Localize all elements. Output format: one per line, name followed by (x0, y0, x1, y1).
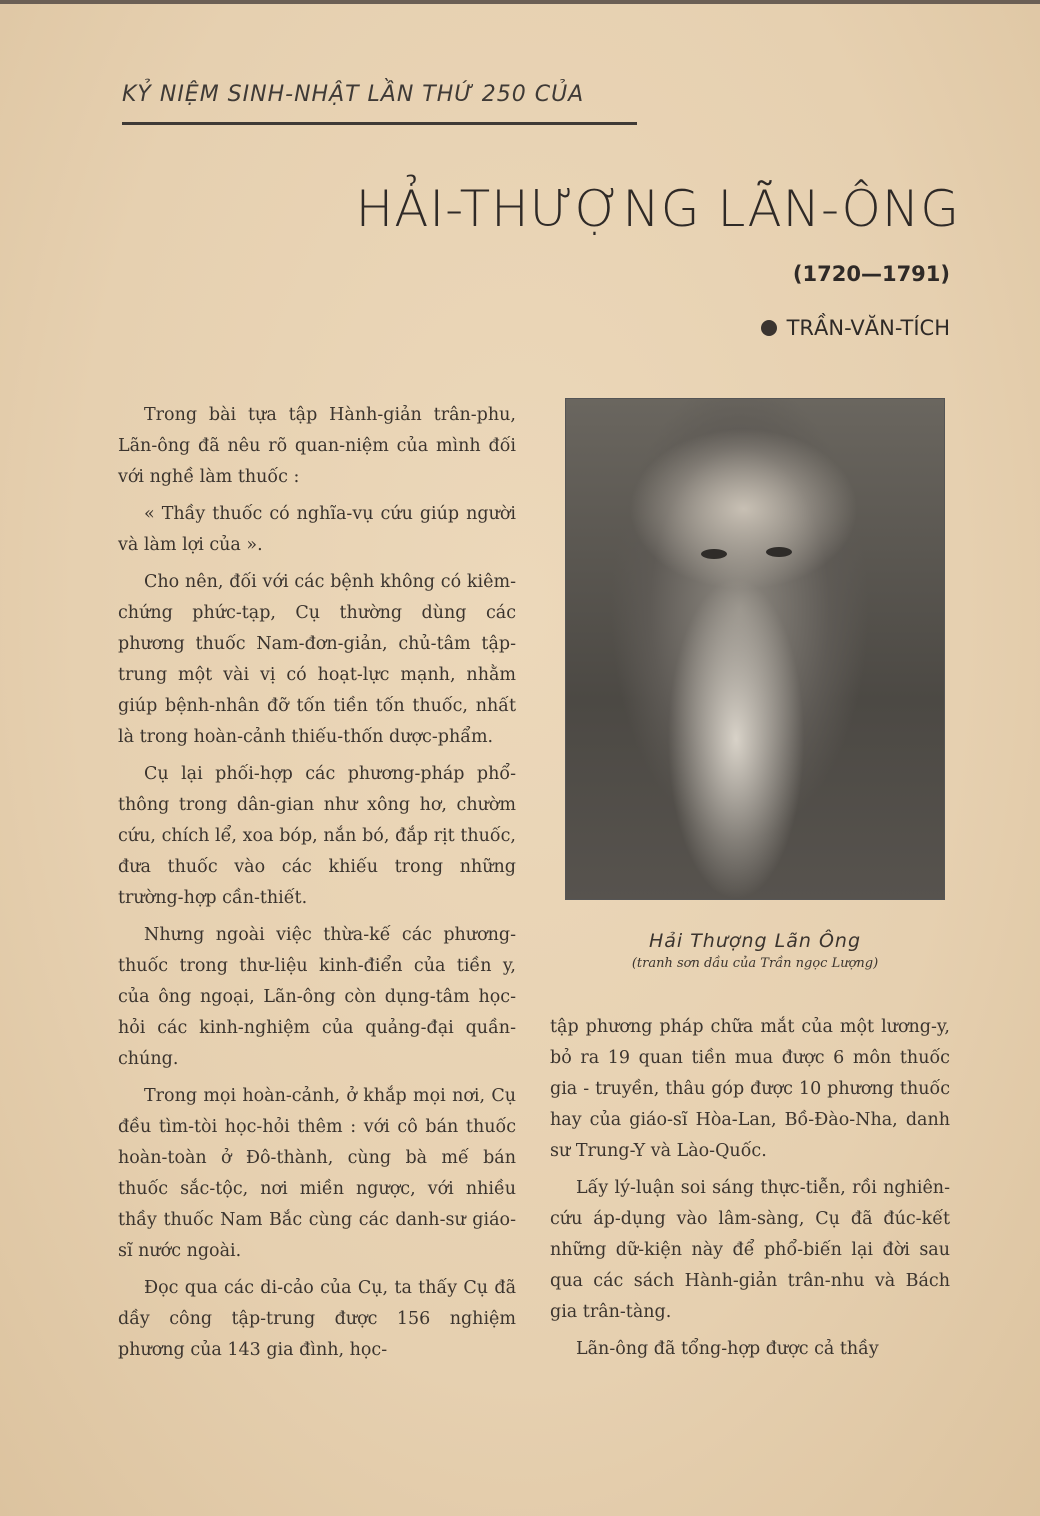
body-column-right (550, 1012, 950, 1371)
portrait-eye-right (766, 547, 792, 557)
paragraph: Lấy lý-luận soi sáng thực-tiễn, rồi nghiên-cứu áp-dụng vào lâm-sàng, Cụ đã đúc-kết những dữ-kiện này để phổ-biến lại đời sau qua các sách Hành-giản trân-nhu và Bách gia trân-tàng. (550, 1178, 950, 1322)
paragraph: Đọc qua các di-cảo của Cụ, ta thấy Cụ đã dầy công tập-trung được 156 nghiệm phương của 143 gia đình, học- (118, 1278, 516, 1360)
header-rule (122, 122, 637, 125)
article-author (761, 316, 950, 340)
paragraph: Trong mọi hoàn-cảnh, ở khắp mọi nơi, Cụ đều tìm-tòi học-hỏi thêm : với cô bán thuốc hoàn-toàn ở Đô-thành, cùng bà mế bán thuốc sắc-tộc, nơi miền ngược, với nhiều thầy thuốc Nam Bắc cùng các danh-sư giáo-sĩ nước ngoài. (118, 1086, 516, 1261)
paragraph: Lãn-ông đã tổng-hợp được cả thầy (576, 1339, 879, 1359)
figure-caption (560, 930, 950, 971)
paragraph: « Thầy thuốc có nghĩa-vụ cứu giúp người và làm lợi của ». (118, 504, 516, 555)
paragraph: Nhưng ngoài việc thừa-kế các phương-thuốc trong thư-liệu kinh-điển của tiền y, của ông ngoại, Lãn-ông còn dụng-tâm học-hỏi các kinh-nghiệm của quảng-đại quần-chúng. (118, 925, 516, 1069)
caption-title: Hải Thượng Lãn Ông (648, 930, 862, 952)
body-column-left (118, 400, 516, 1372)
article-title: HẢI-THƯỢNG LÃN-ÔNG (355, 180, 960, 238)
paragraph: Cụ lại phối-hợp các phương-pháp phổ-thông trong dân-gian như xông hơ, chườm cứu, chích lể, xoa bóp, nắn bó, đắp rịt thuốc, đưa thuốc vào các khiếu trong những trường-hợp cần-thiết. (118, 764, 516, 908)
paragraph: Cho nên, đối với các bệnh không có kiêm-chứng phức-tạp, Cụ thường dùng các phương thuốc Nam-đơn-giản, chủ-tâm tập-trung một vài vị có hoạt-lực mạnh, nhằm giúp bệnh-nhân đỡ tốn tiền tốn thuốc, nhất là trong hoàn-cảnh thiếu-thốn dược-phẩm. (118, 572, 516, 747)
series-header: KỶ NIỆM SINH-NHẬT LẦN THỨ 250 CỦA (122, 82, 585, 107)
bullet-icon (761, 320, 777, 336)
caption-credit: (tranh sơn dầu của Trần ngọc Lượng) (631, 956, 879, 971)
portrait-image (565, 398, 945, 900)
paragraph: Trong bài tựa tập Hành-giản trân-phu, Lãn-ông đã nêu rõ quan-niệm của mình đối với nghề làm thuốc : (118, 405, 516, 487)
author-name: TRẦN-VĂN-TÍCH (786, 316, 950, 340)
article-dates: (1720—1791) (792, 262, 950, 286)
portrait-eye-left (701, 549, 727, 559)
paragraph: tập phương pháp chữa mắt của một lương-y, bỏ ra 19 quan tiền mua được 6 môn thuốc gia - truyền, thâu góp được 10 phương thuốc hay của giáo-sĩ Hòa-Lan, Bồ-Đào-Nha, danh sư Trung-Y và Lào-Quốc. (550, 1017, 950, 1161)
top-border (0, 0, 1040, 4)
